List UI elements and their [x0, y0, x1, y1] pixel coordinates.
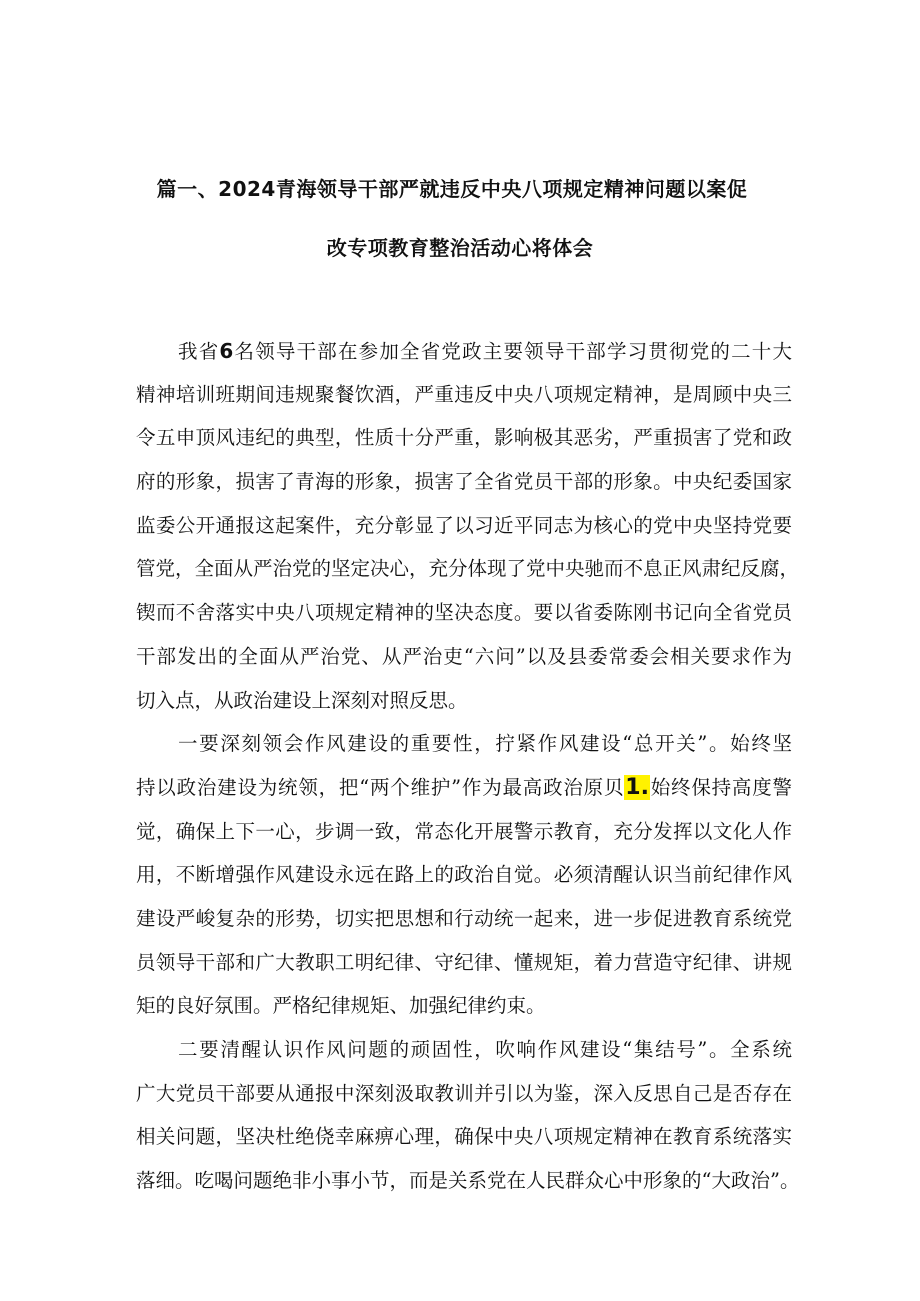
paragraph-2-line-1: 一要深刻领会作风建设的重要性，拧紧作风建设“总开关”。始终坚 — [178, 732, 792, 756]
paragraph-1-line-4: 府的形象，损害了青海的形象，损害了全省党员干部的形象。中央纪委国家 — [136, 470, 792, 494]
p1-text-post: 名领导干部在参加全省党政主要领导干部学习贯彻党的二十大 — [233, 340, 792, 363]
paragraph-1-line-8: 干部发出的全面从严治党、从严治吏“六问”以及县委常委会相关要求作为 — [136, 644, 792, 668]
p2-text-pre: 持以政治建设为统领，把“两个维护”作为最高政治原贝 — [136, 775, 625, 799]
paragraph-2-line-4: 用，不断增强作风建设永远在路上的政治自觉。必须清醒认识当前纪律作风 — [136, 863, 792, 887]
paragraph-3-line-2: 广大党员干部要从通报中深刻汲取教训并引以为鉴，深入反思自己是否存在 — [136, 1081, 792, 1105]
paragraph-3-line-4: 落细。吃喝问题绝非小事小节，而是关系党在人民群众心中形象的“大政治”。 — [136, 1169, 800, 1193]
document-title-line-2: 改专项教育整治活动心将体会 — [326, 236, 594, 260]
paragraph-3-line-3: 相关问题，坚决杜绝侥幸麻痹心理，确保中央八项规定精神在教育系统落实 — [136, 1125, 792, 1149]
paragraph-1-line-1 — [136, 338, 792, 382]
p1-number: 6 — [219, 339, 234, 363]
paragraph-2-line-2 — [136, 775, 792, 819]
document-body — [136, 338, 800, 1212]
paragraph-2-line-6: 员领导干部和广大教职工明纪律、守纪律、懂规矩，着力营造守纪律、讲规 — [136, 950, 792, 974]
paragraph-2-line-7: 矩的良好氛围。严格纪律规矩、加强纪律约束。 — [136, 994, 546, 1018]
document-title-line-1: 篇一、2024青海领导干部严就违反中央八项规定精神问题以案促 — [156, 177, 748, 201]
paragraph-1-line-5: 监委公开通报这起案件，充分彰显了以习近平同志为核心的党中央坚持党要 — [136, 513, 792, 537]
paragraph-2-line-5: 建设严峻复杂的形势，切实把思想和行动统一起来，进一步促进教育系统党 — [136, 906, 792, 930]
p1-text-pre: 我省 — [178, 340, 220, 363]
paragraph-1-line-2: 精神培训班期间违规聚餐饮酒，严重违反中央八项规定精神，是周顾中央三 — [136, 382, 792, 406]
p2-text-post: 始终保持高度警 — [649, 775, 792, 799]
paragraph-3-line-1: 二要清醒认识作风问题的顽固性，吹响作风建设“集结号”。全系统 — [178, 1038, 792, 1061]
paragraph-2-line-3: 觉，确保上下一心，步调一致，常态化开展警示教育，充分发挥以文化人作 — [136, 819, 792, 843]
paragraph-1-line-3: 令五申顶风违纪的典型，性质十分严重，影响极其恶劣，严重损害了党和政 — [136, 426, 792, 450]
paragraph-1-line-9: 切入点，从政治建设上深刻对照反思。 — [136, 688, 468, 712]
paragraph-1-line-7: 锲而不舍落实中央八项规定精神的坚决态度。要以省委陈刚书记向全省党员 — [136, 601, 792, 625]
highlighted-marker: 1. — [625, 774, 649, 800]
paragraph-1-line-6: 管党，全面从严治党的坚定决心，充分体现了党中央驰而不息正风肃纪反腐， — [136, 557, 800, 581]
